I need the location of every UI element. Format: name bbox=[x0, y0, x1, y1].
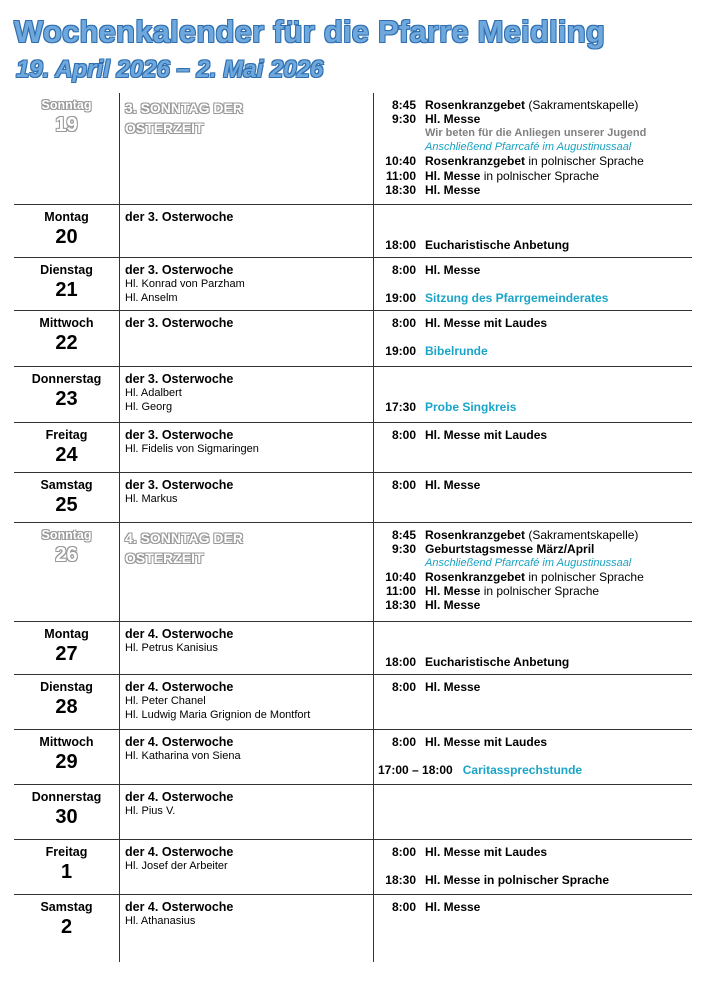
event-detail: (Sakramentskapelle) bbox=[525, 527, 639, 542]
day-number: 26 bbox=[55, 543, 78, 566]
events-cell bbox=[374, 894, 693, 962]
liturgy-cell bbox=[120, 894, 374, 962]
liturgy-cell bbox=[120, 204, 374, 257]
day-name: Samstag bbox=[40, 477, 93, 492]
day-cell bbox=[14, 472, 120, 522]
calendar-day-row bbox=[14, 522, 692, 621]
event-item bbox=[378, 98, 692, 112]
day-number: 30 bbox=[55, 805, 78, 828]
event-label: Hl. Messe mit Laudes bbox=[425, 734, 548, 749]
event-label: Hl. Messe bbox=[425, 168, 481, 183]
saint-name: Hl. Anselm bbox=[125, 291, 178, 304]
day-name: Mittwoch bbox=[39, 734, 94, 749]
liturgical-day: der 4. Osterwoche bbox=[125, 626, 234, 641]
day-number: 23 bbox=[55, 387, 78, 410]
day-name: Montag bbox=[44, 209, 89, 224]
event-item bbox=[378, 428, 692, 442]
event-item bbox=[378, 112, 692, 126]
day-number: 22 bbox=[55, 331, 78, 354]
day-name: Freitag bbox=[45, 844, 88, 859]
event-label: Hl. Messe mit Laudes bbox=[425, 427, 548, 442]
event-time: 17:00 – 18:00 bbox=[378, 762, 453, 777]
event-detail: in polnischer Sprache bbox=[480, 168, 600, 183]
day-name: Donnerstag bbox=[31, 371, 102, 386]
liturgy-cell bbox=[120, 784, 374, 839]
event-time: 18:30 bbox=[385, 598, 416, 613]
calendar-day-row bbox=[14, 472, 692, 522]
calendar-day-row bbox=[14, 257, 692, 310]
event-item bbox=[378, 478, 692, 492]
liturgy-cell bbox=[120, 257, 374, 310]
events-cell bbox=[374, 204, 693, 257]
event-item bbox=[378, 238, 692, 252]
liturgical-day: 4. SONNTAG DER OSTERZEIT bbox=[125, 529, 243, 566]
events-cell bbox=[374, 366, 693, 422]
calendar-day-row bbox=[14, 621, 692, 674]
event-label: Eucharistische Anbetung bbox=[425, 654, 570, 669]
event-label: Sitzung des Pfarrgemeinderates bbox=[425, 290, 609, 305]
calendar-day-row bbox=[14, 894, 692, 962]
calendar-day-row bbox=[14, 784, 692, 839]
day-name: Sonntag bbox=[41, 98, 92, 112]
day-number: 28 bbox=[55, 695, 78, 718]
event-note: Anschließend Pfarrcafé im Augustinussaal bbox=[425, 556, 632, 569]
date-range-subtitle: 19. April 2026 – 2. Mai 2026 bbox=[16, 56, 324, 83]
day-cell bbox=[14, 674, 120, 729]
day-name: Mittwoch bbox=[39, 315, 94, 330]
event-time: 9:30 bbox=[391, 112, 416, 127]
day-cell bbox=[14, 522, 120, 621]
event-label: Bibelrunde bbox=[425, 343, 488, 358]
day-number: 1 bbox=[60, 860, 73, 883]
event-item bbox=[378, 655, 692, 669]
event-time: 8:00 bbox=[391, 899, 416, 914]
event-time: 10:40 bbox=[385, 569, 416, 584]
event-label: Caritassprechstunde bbox=[462, 762, 583, 777]
event-label: Probe Singkreis bbox=[425, 399, 517, 414]
calendar-day-row bbox=[14, 422, 692, 472]
liturgical-day: der 3. Osterwoche bbox=[125, 262, 234, 277]
event-label: Hl. Messe bbox=[425, 182, 481, 197]
liturgy-cell bbox=[120, 729, 374, 784]
day-name: Sonntag bbox=[41, 527, 92, 542]
events-cell bbox=[374, 621, 693, 674]
saint-name: Hl. Georg bbox=[125, 400, 173, 413]
event-label: Hl. Messe bbox=[425, 262, 481, 277]
saint-name: Hl. Konrad von Parzham bbox=[125, 277, 245, 290]
liturgy-cell bbox=[120, 472, 374, 522]
day-name: Donnerstag bbox=[31, 789, 102, 804]
event-time: 18:00 bbox=[385, 237, 416, 252]
event-item bbox=[378, 263, 692, 277]
events-cell bbox=[374, 93, 693, 204]
event-time: 11:00 bbox=[385, 584, 416, 599]
event-item bbox=[378, 680, 692, 694]
event-item bbox=[378, 169, 692, 183]
event-time: 19:00 bbox=[385, 290, 416, 305]
day-cell bbox=[14, 366, 120, 422]
calendar-day-row bbox=[14, 310, 692, 366]
event-label: Rosenkranzgebet bbox=[425, 527, 526, 542]
event-item bbox=[378, 291, 692, 305]
events-cell bbox=[374, 784, 693, 839]
event-item bbox=[378, 400, 692, 414]
day-name: Freitag bbox=[45, 427, 88, 442]
event-time: 8:00 bbox=[391, 427, 416, 442]
liturgy-cell bbox=[120, 422, 374, 472]
event-item bbox=[378, 154, 692, 168]
events-cell bbox=[374, 839, 693, 894]
day-name: Dienstag bbox=[40, 262, 93, 277]
day-name: Samstag bbox=[40, 899, 93, 914]
day-cell bbox=[14, 310, 120, 366]
liturgy-cell bbox=[120, 310, 374, 366]
calendar-day-row bbox=[14, 729, 692, 784]
calendar-day-row bbox=[14, 93, 692, 204]
liturgical-day: der 3. Osterwoche bbox=[125, 315, 234, 330]
event-time: 18:00 bbox=[385, 654, 416, 669]
event-time: 8:00 bbox=[391, 844, 416, 859]
liturgical-day: der 3. Osterwoche bbox=[125, 371, 234, 386]
liturgical-day: der 4. Osterwoche bbox=[125, 734, 234, 749]
event-note: Anschließend Pfarrcafé im Augustinussaal bbox=[425, 141, 632, 154]
saint-name: Hl. Fidelis von Sigmaringen bbox=[125, 442, 259, 455]
page-title: Wochenkalender für die Pfarre Meidling bbox=[14, 14, 605, 49]
week-calendar-table bbox=[14, 93, 692, 962]
event-label: Rosenkranzgebet bbox=[425, 569, 526, 584]
event-time: 18:30 bbox=[385, 872, 416, 887]
events-cell bbox=[374, 422, 693, 472]
day-cell bbox=[14, 839, 120, 894]
event-label: Hl. Messe bbox=[425, 598, 481, 613]
event-detail: in polnischer Sprache bbox=[525, 569, 644, 584]
event-item bbox=[378, 845, 692, 859]
day-number: 29 bbox=[55, 750, 78, 773]
liturgical-day: der 3. Osterwoche bbox=[125, 477, 234, 492]
event-time: 8:00 bbox=[391, 477, 416, 492]
calendar-day-row bbox=[14, 204, 692, 257]
event-label: Rosenkranzgebet bbox=[425, 98, 526, 112]
events-cell bbox=[374, 729, 693, 784]
saint-name: Hl. Athanasius bbox=[125, 914, 196, 927]
event-label: Hl. Messe in polnischer Sprache bbox=[425, 872, 610, 887]
day-number: 24 bbox=[55, 443, 78, 466]
event-time: 8:00 bbox=[391, 315, 416, 330]
event-time: 8:00 bbox=[391, 734, 416, 749]
liturgical-day: der 4. Osterwoche bbox=[125, 679, 234, 694]
event-detail: in polnischer Sprache bbox=[480, 584, 600, 599]
event-time: 17:30 bbox=[385, 399, 416, 414]
event-item bbox=[378, 542, 692, 556]
events-cell bbox=[374, 522, 693, 621]
event-item bbox=[378, 598, 692, 612]
liturgy-cell bbox=[120, 93, 374, 204]
liturgy-cell bbox=[120, 674, 374, 729]
day-number: 20 bbox=[55, 225, 78, 248]
event-detail: (Sakramentskapelle) bbox=[525, 98, 639, 112]
day-cell bbox=[14, 621, 120, 674]
event-label: Hl. Messe bbox=[425, 112, 481, 127]
liturgical-day: der 4. Osterwoche bbox=[125, 789, 234, 804]
day-number: 19 bbox=[55, 114, 78, 136]
liturgical-day: der 3. Osterwoche bbox=[125, 427, 234, 442]
event-item bbox=[378, 183, 692, 197]
events-cell bbox=[374, 257, 693, 310]
day-cell bbox=[14, 729, 120, 784]
event-label: Hl. Messe bbox=[425, 477, 481, 492]
event-label: Hl. Messe mit Laudes bbox=[425, 315, 548, 330]
event-label: Hl. Messe mit Laudes bbox=[425, 844, 548, 859]
saint-name: Hl. Petrus Kanisius bbox=[125, 641, 218, 654]
day-cell bbox=[14, 257, 120, 310]
events-cell bbox=[374, 674, 693, 729]
event-note: Wir beten für die Anliegen unserer Jugend bbox=[425, 127, 647, 140]
event-label: Hl. Messe bbox=[425, 584, 481, 599]
event-time: 11:00 bbox=[385, 168, 416, 183]
day-number: 25 bbox=[55, 493, 78, 516]
event-item bbox=[378, 344, 692, 358]
events-cell bbox=[374, 472, 693, 522]
liturgical-day: 3. SONNTAG DER OSTERZEIT bbox=[125, 100, 243, 136]
liturgical-day: der 4. Osterwoche bbox=[125, 844, 234, 859]
saint-name: Hl. Markus bbox=[125, 492, 178, 505]
event-item bbox=[378, 570, 692, 584]
event-detail: in polnischer Sprache bbox=[525, 154, 644, 169]
day-cell bbox=[14, 93, 120, 204]
saint-name: Hl. Josef der Arbeiter bbox=[125, 859, 228, 872]
calendar-day-row bbox=[14, 366, 692, 422]
day-cell bbox=[14, 204, 120, 257]
event-item bbox=[378, 900, 692, 914]
event-time: 8:00 bbox=[391, 679, 416, 694]
calendar-day-row bbox=[14, 674, 692, 729]
event-item bbox=[378, 316, 692, 330]
day-number: 2 bbox=[60, 915, 73, 938]
event-time: 8:45 bbox=[391, 98, 416, 112]
event-time: 18:30 bbox=[385, 182, 416, 197]
event-item bbox=[378, 584, 692, 598]
calendar-day-row bbox=[14, 839, 692, 894]
day-number: 27 bbox=[55, 642, 78, 665]
event-item bbox=[378, 735, 692, 749]
liturgy-cell bbox=[120, 621, 374, 674]
day-cell bbox=[14, 894, 120, 962]
event-item bbox=[378, 873, 692, 887]
events-cell bbox=[374, 310, 693, 366]
saint-name: Hl. Adalbert bbox=[125, 386, 182, 399]
liturgy-cell bbox=[120, 839, 374, 894]
event-label: Geburtstagsmesse März/April bbox=[425, 541, 595, 556]
event-time: 10:40 bbox=[385, 154, 416, 169]
day-cell bbox=[14, 784, 120, 839]
event-time: 19:00 bbox=[385, 343, 416, 358]
saint-name: Hl. Peter Chanel bbox=[125, 694, 206, 707]
saint-name: Hl. Ludwig Maria Grignion de Montfort bbox=[125, 708, 311, 721]
liturgical-day: der 4. Osterwoche bbox=[125, 899, 234, 914]
liturgy-cell bbox=[120, 366, 374, 422]
day-name: Montag bbox=[44, 626, 89, 641]
event-time: 8:45 bbox=[391, 527, 416, 542]
event-label: Rosenkranzgebet bbox=[425, 154, 526, 169]
saint-name: Hl. Pius V. bbox=[125, 804, 176, 817]
liturgical-day: der 3. Osterwoche bbox=[125, 209, 234, 224]
liturgy-cell bbox=[120, 522, 374, 621]
event-label: Hl. Messe bbox=[425, 899, 481, 914]
saint-name: Hl. Katharina von Siena bbox=[125, 749, 241, 762]
event-time: 9:30 bbox=[391, 541, 416, 556]
event-label: Eucharistische Anbetung bbox=[425, 237, 570, 252]
event-label: Hl. Messe bbox=[425, 679, 481, 694]
day-name: Dienstag bbox=[40, 679, 93, 694]
day-number: 21 bbox=[55, 278, 78, 301]
event-item bbox=[378, 528, 692, 542]
day-cell bbox=[14, 422, 120, 472]
event-item bbox=[378, 763, 692, 777]
event-time: 8:00 bbox=[391, 262, 416, 277]
